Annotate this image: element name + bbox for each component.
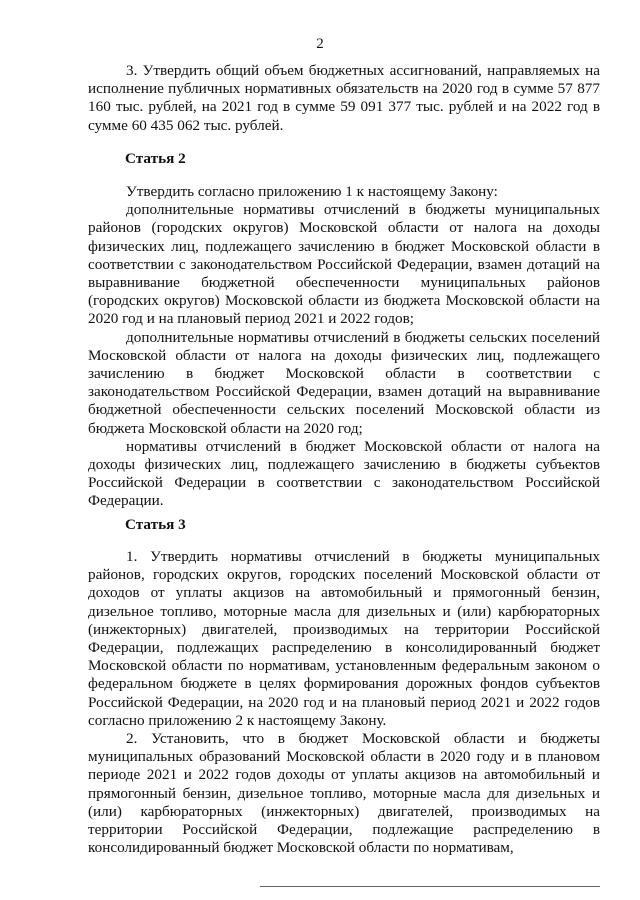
paragraph-budget-allocations: 3. Утвердить общий объем бюджетных ассигнований, направляемых на исполнение публичных нормативных обязательств на 2020 год в сумме 57 877 160 тыс. рублей, на 2021 год в сумме 59 091 377 тыс. рублей и на 2022 год в сумме 60 435 062 тыс. рублей. bbox=[88, 62, 600, 134]
article-2-heading: Статья 2 bbox=[125, 150, 186, 167]
footer-divider bbox=[260, 886, 600, 887]
page-number: 2 bbox=[316, 36, 324, 52]
intro-section bbox=[88, 62, 600, 135]
article-2-paragraph: дополнительные нормативы отчислений в бюджеты муниципальных районов (городских округов) Московской области от налога на доходы физических лиц, подлежащего зачислению в бюджет Московской области в соответствии с законодательством Российской Федерации, взамен дотаций на выравнивание бюджетной обеспеченности муниципальных районов (городских округов) Московской области из бюджета Московской области на 2020 год и на плановый период 2021 и 2022 годов; bbox=[88, 201, 600, 328]
article-3-paragraph: 1. Утвердить нормативы отчислений в бюджеты муниципальных районов, городских округов, городских поселений Московской области от доходов от уплаты акцизов на автомобильный и прямогонный бензин, дизельное топливо, моторные масла для дизельных и (или) карбюраторных (инжекторных) двигателей, производимых на территории Российской Федерации, подлежащих распределению в консолидированный бюджет Московской области по нормативам, установленным федеральным законом о федеральном бюджете в целях формирования дорожных фондов субъектов Российской Федерации, на 2020 год и на плановый период 2021 и 2022 годов согласно приложению 2 к настоящему Закону. bbox=[88, 548, 600, 729]
article-3-body bbox=[88, 548, 600, 857]
article-2-paragraph: Утвердить согласно приложению 1 к настоящему Закону: bbox=[126, 183, 498, 200]
article-3-heading: Статья 3 bbox=[125, 516, 186, 533]
article-2-paragraph: нормативы отчислений в бюджет Московской области от налога на доходы физических лиц, подлежащего зачислению в бюджеты субъектов Российской Федерации в соответствии с законодательством Российской Федерации. bbox=[88, 437, 600, 510]
article-3-paragraph: 2. Установить, что в бюджет Московской области и бюджеты муниципальных образований Московской области в 2020 году и в плановом периоде 2021 и 2022 годов доходы от уплаты акцизов на автомобильный и прямогонный бензин, дизельное топливо, моторные масла для дизельных и (или) карбюраторных (инжекторных) двигателей, производимых на территории Российской Федерации, подлежащие распределению в консолидированный бюджет Московской области по нормативам, bbox=[88, 730, 600, 857]
article-2-body bbox=[88, 183, 600, 511]
article-2-paragraph: дополнительные нормативы отчислений в бюджеты сельских поселений Московской области от налога на доходы физических лиц, подлежащего зачислению в бюджет Московской области в соответствии с законодательством Российской Федерации, взамен дотаций на выравнивание бюджетной обеспеченности сельских поселений Московской области из бюджета Московской области на 2020 год; bbox=[88, 328, 600, 437]
